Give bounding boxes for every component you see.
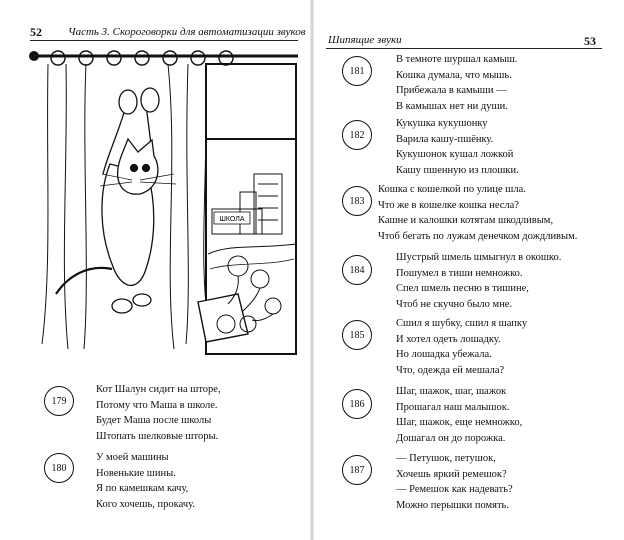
verse-line: Кукушонок кушал ложкой [396, 149, 514, 160]
verse-line: У моей машины [96, 452, 169, 463]
verse-line: Будет Маша после школы [96, 415, 212, 426]
verse-line: Чтоб не скучно было мне. [396, 298, 513, 310]
verse-180 [96, 450, 195, 512]
verse-number-184: 184 [342, 255, 372, 285]
header-rule-right [326, 48, 602, 49]
school-sign: ШКОЛА [219, 216, 245, 223]
verse-185 [396, 316, 527, 378]
verse-line: Потому что Маша в школе. [96, 399, 218, 411]
verse-line: — Петушок, петушок, [396, 453, 496, 464]
verse-181 [396, 52, 517, 114]
verse-line: Кукушка кукушонку [396, 118, 488, 129]
verse-number-181: 181 [342, 56, 372, 86]
verse-line: Шаг, шажок, еще немножко, [396, 417, 523, 428]
verse-number-185: 185 [342, 320, 372, 350]
cat-on-curtain-illustration [28, 44, 300, 359]
verse-line: Штопать шелковые шторы. [96, 430, 219, 442]
verse-number-182: 182 [342, 120, 372, 150]
verse-186 [396, 384, 522, 446]
right-page [312, 0, 624, 540]
header-rule-left [30, 40, 298, 41]
verse-line: Что же в кошелке кошка несла? [378, 199, 519, 211]
verse-line: Прибежала в камыши — [396, 85, 507, 96]
verse-line: Сшил я шубку, сшил я шапку [396, 318, 528, 329]
verse-number-183: 183 [342, 186, 372, 216]
verse-line: Новенькие шины. [96, 467, 176, 479]
verse-line: Кошка думала, что мышь. [396, 69, 512, 81]
verse-187 [396, 451, 513, 513]
verse-line: Но лошадка убежала. [396, 349, 492, 360]
verse-line: Пошумел в тиши немножко. [396, 267, 523, 279]
verse-182 [396, 116, 519, 178]
verse-line: В камышах нет ни души. [396, 100, 508, 112]
verse-line: В темноте шуршал камыш. [396, 54, 518, 65]
verse-line: Дошагал он до порожка. [396, 432, 506, 444]
verse-line: Прошагал наш малышок. [396, 401, 510, 413]
page-number-left: 52 [30, 25, 42, 39]
verse-line: — Ремешок как надевать? [396, 484, 513, 495]
verse-number-187: 187 [342, 455, 372, 485]
running-head-left: Часть 3. Скороговорки для автоматизации звуков [68, 26, 306, 38]
verse-line: Кого хочешь, прокачу. [96, 498, 195, 510]
verse-line: И хотел одеть лошадку. [396, 333, 501, 345]
verse-line: Я по камешкам качу, [96, 483, 189, 494]
verse-179 [96, 382, 221, 444]
verse-line: Что, одежда ей мешала? [396, 364, 505, 376]
page-number-right: 53 [584, 34, 596, 48]
verse-number-186: 186 [342, 389, 372, 419]
verse-number-180: 180 [44, 453, 74, 483]
verse-line: Кашне и калошки котятам шкодливым, [378, 215, 554, 226]
running-head-right: Шипящие звуки [328, 34, 402, 46]
verse-184 [396, 250, 561, 312]
verse-183 [378, 182, 577, 244]
verse-line: Можно перышки помять. [396, 499, 509, 511]
verse-number-179: 179 [44, 386, 74, 416]
verse-line: Хочешь яркий ремешок? [396, 468, 507, 480]
verse-line: Кот Шалун сидит на шторе, [96, 384, 221, 395]
verse-line: Чтоб бегать по лужам денечком дождливым. [378, 230, 578, 242]
verse-line: Кошка с кошелкой по улице шла. [378, 184, 526, 195]
verse-line: Шаг, шажок, шаг, шажок [396, 386, 507, 397]
verse-line: Варила кашу-пшёнку. [396, 133, 494, 145]
verse-line: Кашу пшенную из плошки. [396, 164, 519, 176]
verse-line: Шустрый шмель шмыгнул в окошко. [396, 252, 562, 263]
verse-line: Спел шмель песню в тишине, [396, 283, 529, 294]
